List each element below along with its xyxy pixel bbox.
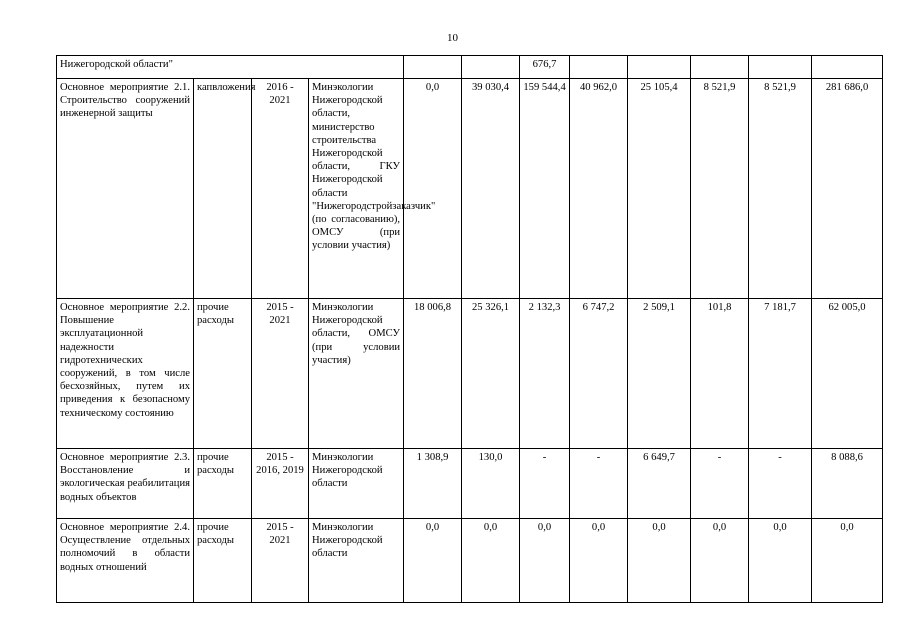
value-cell: -: [520, 449, 570, 519]
measure-name-cell: Основное мероприятие 2.1. Строительство сооружений инженерной защиты: [57, 79, 194, 299]
table-row: [57, 449, 883, 519]
table-row: [57, 56, 883, 79]
value-cell: [812, 56, 883, 79]
value-cell: 281 686,0: [812, 79, 883, 299]
value-cell: -: [749, 449, 812, 519]
value-cell: 159 544,4: [520, 79, 570, 299]
value-cell: [691, 56, 749, 79]
value-cell: 0,0: [570, 519, 628, 603]
value-cell: -: [691, 449, 749, 519]
value-cell: 130,0: [462, 449, 520, 519]
value-cell: 0,0: [749, 519, 812, 603]
measure-name-cell: Основное мероприятие 2.2. Повышение эксплуатационной надежности гидротехнических сооружений, в том числе бесхозяйных, путем их приведения к безопасному техническому состоянию: [57, 299, 194, 449]
value-cell: 676,7: [520, 56, 570, 79]
expense-category-cell: прочие расходы: [194, 299, 252, 449]
value-cell: 18 006,8: [404, 299, 462, 449]
value-cell: 1 308,9: [404, 449, 462, 519]
value-cell: [462, 56, 520, 79]
value-cell: 101,8: [691, 299, 749, 449]
page-number: 10: [447, 32, 458, 44]
executor-cell: Минэкологии Нижегородской области: [309, 519, 404, 603]
value-cell: 0,0: [404, 519, 462, 603]
value-cell: 6 747,2: [570, 299, 628, 449]
value-cell: 25 326,1: [462, 299, 520, 449]
expense-category-cell: прочие расходы: [194, 519, 252, 603]
measure-name-cell: Основное мероприятие 2.3. Восстановление и экологическая реабилитация водных объектов: [57, 449, 194, 519]
value-cell: -: [570, 449, 628, 519]
table-row: [57, 519, 883, 603]
expense-category-cell: капвложения: [194, 79, 252, 299]
value-cell: 0,0: [691, 519, 749, 603]
value-cell: 7 181,7: [749, 299, 812, 449]
measure-name-cell: Основное мероприятие 2.4. Осуществление отдельных полномочий в области водных отношений: [57, 519, 194, 603]
years-cell: 2015 - 2021: [252, 519, 309, 603]
measure-name-cell: Нижегородской области": [57, 56, 404, 79]
value-cell: 25 105,4: [628, 79, 691, 299]
executor-cell: Минэкологии Нижегородской области, министерство строительства Нижегородской области, ГКУ Нижегородской области "Нижегородстройзаказчик" (по согласованию), ОМСУ (при условии участия): [309, 79, 404, 299]
value-cell: 39 030,4: [462, 79, 520, 299]
value-cell: [749, 56, 812, 79]
table-row: [57, 79, 883, 299]
value-cell: 8 088,6: [812, 449, 883, 519]
budget-table: [56, 55, 883, 603]
expense-category-cell: прочие расходы: [194, 449, 252, 519]
value-cell: 6 649,7: [628, 449, 691, 519]
value-cell: 8 521,9: [691, 79, 749, 299]
value-cell: 40 962,0: [570, 79, 628, 299]
years-cell: 2016 - 2021: [252, 79, 309, 299]
executor-cell: Минэкологии Нижегородской области, ОМСУ (при условии участия): [309, 299, 404, 449]
value-cell: [404, 56, 462, 79]
value-cell: 0,0: [462, 519, 520, 603]
value-cell: 2 132,3: [520, 299, 570, 449]
value-cell: 8 521,9: [749, 79, 812, 299]
value-cell: [570, 56, 628, 79]
value-cell: 0,0: [628, 519, 691, 603]
value-cell: 2 509,1: [628, 299, 691, 449]
executor-cell: Минэкологии Нижегородской области: [309, 449, 404, 519]
years-cell: 2015 - 2016, 2019: [252, 449, 309, 519]
value-cell: 0,0: [520, 519, 570, 603]
years-cell: 2015 - 2021: [252, 299, 309, 449]
table-row: [57, 299, 883, 449]
value-cell: [628, 56, 691, 79]
value-cell: 62 005,0: [812, 299, 883, 449]
value-cell: 0,0: [812, 519, 883, 603]
value-cell: 0,0: [404, 79, 462, 299]
